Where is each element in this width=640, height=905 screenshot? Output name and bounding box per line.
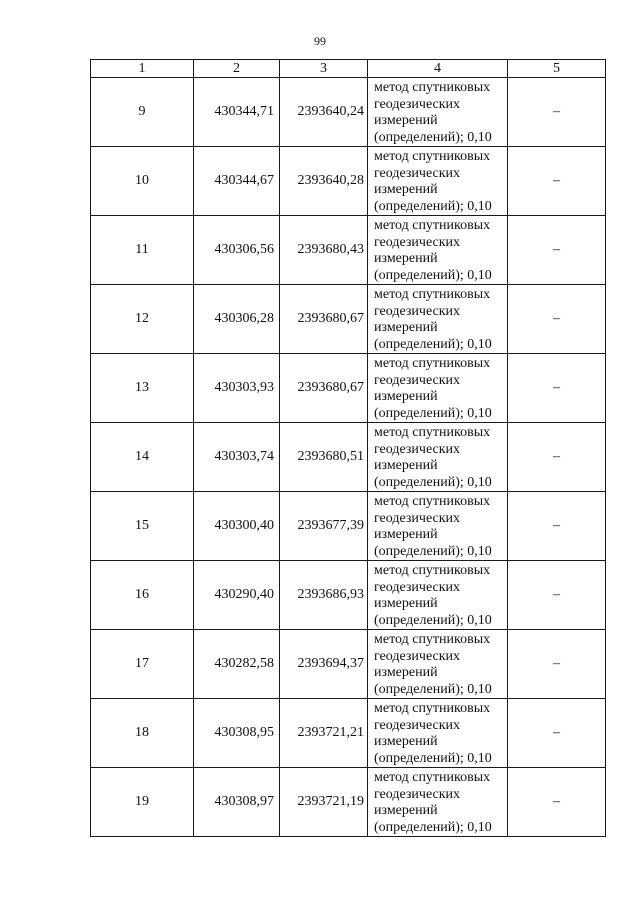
y-coordinate-cell: 2393640,24 — [280, 78, 368, 147]
note-cell: – — [508, 699, 606, 768]
method-line: геодезических — [374, 372, 461, 388]
table-row — [91, 630, 606, 699]
table-row — [91, 78, 606, 147]
method-cell — [368, 78, 508, 147]
table-row — [91, 354, 606, 423]
point-number-cell: 12 — [91, 285, 194, 354]
table-row — [91, 147, 606, 216]
method-line: измерений — [374, 596, 438, 611]
method-line: геодезических — [374, 234, 461, 250]
method-line: геодезических — [374, 165, 461, 181]
method-line: (определений); 0,10 — [374, 129, 492, 145]
x-coordinate-cell: 430344,67 — [194, 147, 280, 216]
method-cell — [368, 423, 508, 492]
x-coordinate-cell: 430300,40 — [194, 492, 280, 561]
method-line: геодезических — [374, 96, 461, 112]
x-coordinate-cell: 430290,40 — [194, 561, 280, 630]
method-line: (определений); 0,10 — [374, 543, 492, 559]
method-line: измерений — [374, 113, 438, 128]
method-line: (определений); 0,10 — [374, 474, 492, 490]
method-line: (определений); 0,10 — [374, 819, 492, 835]
note-cell: – — [508, 285, 606, 354]
method-line: измерений — [374, 665, 438, 680]
point-number-cell: 13 — [91, 354, 194, 423]
method-line: метод спутниковых — [374, 218, 491, 233]
method-line: измерений — [374, 458, 438, 473]
method-line: геодезических — [374, 786, 461, 802]
x-coordinate-cell: 430306,28 — [194, 285, 280, 354]
table-row — [91, 768, 606, 837]
method-line: метод спутниковых — [374, 356, 491, 371]
method-line: измерений — [374, 320, 438, 335]
column-header: 1 — [91, 60, 194, 78]
table-row — [91, 423, 606, 492]
table-header-row — [91, 60, 606, 78]
method-line: измерений — [374, 389, 438, 404]
y-coordinate-cell: 2393721,19 — [280, 768, 368, 837]
y-coordinate-cell: 2393721,21 — [280, 699, 368, 768]
method-cell — [368, 216, 508, 285]
method-line: геодезических — [374, 441, 461, 457]
method-line: метод спутниковых — [374, 632, 491, 647]
method-line: геодезических — [374, 717, 461, 733]
column-header: 5 — [508, 60, 606, 78]
table-row — [91, 492, 606, 561]
note-cell: – — [508, 630, 606, 699]
method-line: метод спутниковых — [374, 149, 491, 164]
note-cell: – — [508, 492, 606, 561]
method-line: геодезических — [374, 510, 461, 526]
y-coordinate-cell: 2393680,51 — [280, 423, 368, 492]
note-cell: – — [508, 216, 606, 285]
x-coordinate-cell: 430303,74 — [194, 423, 280, 492]
point-number-cell: 9 — [91, 78, 194, 147]
method-line: (определений); 0,10 — [374, 336, 492, 352]
method-cell — [368, 492, 508, 561]
point-number-cell: 18 — [91, 699, 194, 768]
method-cell — [368, 147, 508, 216]
column-header: 4 — [368, 60, 508, 78]
y-coordinate-cell: 2393680,67 — [280, 354, 368, 423]
method-line: (определений); 0,10 — [374, 750, 492, 766]
y-coordinate-cell: 2393694,37 — [280, 630, 368, 699]
page-number: 99 — [314, 34, 326, 48]
coordinates-table — [90, 59, 606, 837]
point-number-cell: 11 — [91, 216, 194, 285]
method-line: измерений — [374, 803, 438, 818]
x-coordinate-cell: 430308,97 — [194, 768, 280, 837]
method-line: метод спутниковых — [374, 770, 491, 785]
note-cell: – — [508, 561, 606, 630]
method-cell — [368, 768, 508, 837]
method-line: метод спутниковых — [374, 494, 491, 509]
method-line: (определений); 0,10 — [374, 198, 492, 214]
method-line: метод спутниковых — [374, 701, 491, 716]
point-number-cell: 19 — [91, 768, 194, 837]
point-number-cell: 15 — [91, 492, 194, 561]
x-coordinate-cell: 430308,95 — [194, 699, 280, 768]
y-coordinate-cell: 2393680,67 — [280, 285, 368, 354]
method-line: метод спутниковых — [374, 287, 491, 302]
note-cell: – — [508, 354, 606, 423]
column-header: 2 — [194, 60, 280, 78]
table-row — [91, 216, 606, 285]
method-line: измерений — [374, 251, 438, 266]
y-coordinate-cell: 2393677,39 — [280, 492, 368, 561]
method-line: геодезических — [374, 303, 461, 319]
x-coordinate-cell: 430306,56 — [194, 216, 280, 285]
table-row — [91, 561, 606, 630]
point-number-cell: 17 — [91, 630, 194, 699]
method-line: геодезических — [374, 579, 461, 595]
method-cell — [368, 285, 508, 354]
note-cell: – — [508, 768, 606, 837]
point-number-cell: 16 — [91, 561, 194, 630]
table-row — [91, 699, 606, 768]
method-cell — [368, 561, 508, 630]
y-coordinate-cell: 2393640,28 — [280, 147, 368, 216]
x-coordinate-cell: 430282,58 — [194, 630, 280, 699]
column-header: 3 — [280, 60, 368, 78]
y-coordinate-cell: 2393686,93 — [280, 561, 368, 630]
method-line: метод спутниковых — [374, 425, 491, 440]
method-line: (определений); 0,10 — [374, 405, 492, 421]
method-line: (определений); 0,10 — [374, 681, 492, 697]
method-line: (определений); 0,10 — [374, 267, 492, 283]
method-line: метод спутниковых — [374, 563, 491, 578]
method-cell — [368, 354, 508, 423]
method-line: измерений — [374, 527, 438, 542]
method-cell — [368, 699, 508, 768]
note-cell: – — [508, 423, 606, 492]
note-cell: – — [508, 147, 606, 216]
method-line: метод спутниковых — [374, 80, 491, 95]
method-line: измерений — [374, 734, 438, 749]
point-number-cell: 10 — [91, 147, 194, 216]
method-line: геодезических — [374, 648, 461, 664]
method-cell — [368, 630, 508, 699]
method-line: (определений); 0,10 — [374, 612, 492, 628]
x-coordinate-cell: 430303,93 — [194, 354, 280, 423]
point-number-cell: 14 — [91, 423, 194, 492]
note-cell: – — [508, 78, 606, 147]
y-coordinate-cell: 2393680,43 — [280, 216, 368, 285]
x-coordinate-cell: 430344,71 — [194, 78, 280, 147]
method-line: измерений — [374, 182, 438, 197]
table-row — [91, 285, 606, 354]
